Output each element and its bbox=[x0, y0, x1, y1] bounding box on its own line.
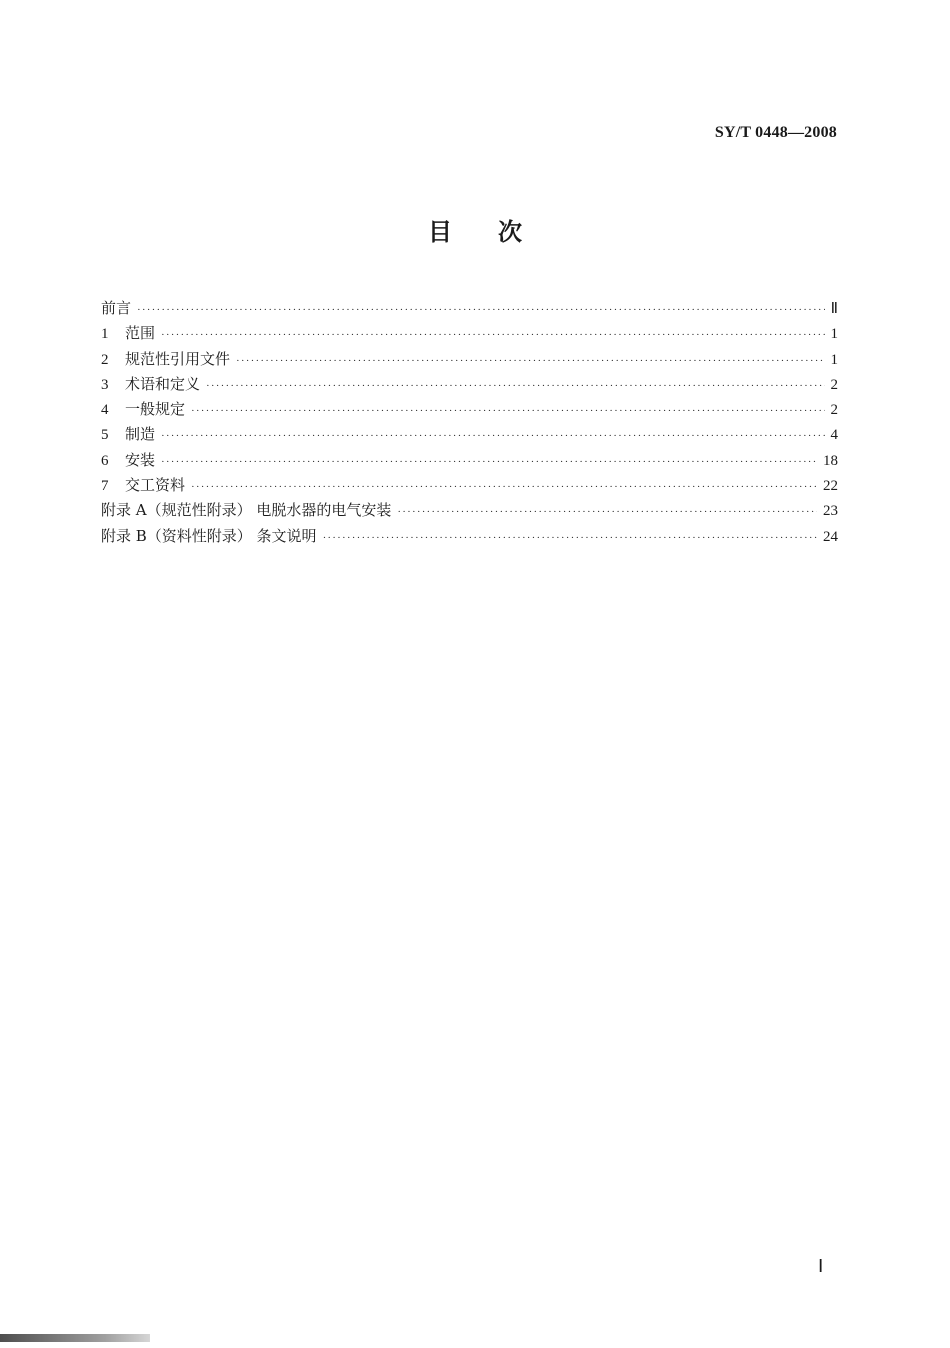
toc-entry-page: 4 bbox=[830, 427, 838, 444]
leader-dots bbox=[137, 298, 825, 323]
toc-entry-label: 制造 bbox=[125, 425, 156, 444]
toc-entry-page: 1 bbox=[830, 351, 838, 368]
toc-entry-label: 规范性引用文件 bbox=[125, 349, 231, 368]
leader-dots bbox=[236, 349, 824, 374]
toc-entry-number: 6 bbox=[101, 452, 109, 469]
leader-dots bbox=[161, 424, 824, 449]
toc-entry-appendix-a[interactable] bbox=[101, 498, 838, 523]
standard-code: SY/T 0448—2008 bbox=[714, 124, 837, 141]
toc-entry-5[interactable] bbox=[101, 422, 838, 447]
toc-entry-label: 术语和定义 bbox=[125, 374, 201, 393]
toc-entry-label: 安装 bbox=[125, 450, 156, 469]
toc-entry-page: 22 bbox=[823, 478, 838, 495]
toc-entry-page: 2 bbox=[830, 376, 838, 393]
page-number: Ⅰ bbox=[818, 1256, 824, 1276]
toc-entry-1[interactable] bbox=[101, 321, 838, 346]
toc-entry-label: 范围 bbox=[125, 324, 156, 343]
toc-entry-label: 附录 B（资料性附录） 条文说明 bbox=[101, 526, 317, 545]
page-title bbox=[0, 212, 950, 247]
toc-entry-label: 附录 A（规范性附录） 电脱水器的电气安装 bbox=[101, 501, 392, 520]
toc-entry-3[interactable] bbox=[101, 372, 838, 397]
toc-entry-2[interactable] bbox=[101, 347, 838, 372]
toc-entry-number: 7 bbox=[101, 478, 109, 495]
toc-entry-page: 18 bbox=[823, 452, 838, 469]
toc-entry-4[interactable] bbox=[101, 397, 838, 422]
toc-entry-label: 交工资料 bbox=[125, 476, 186, 495]
title-char-1: 目 bbox=[428, 218, 452, 246]
leader-dots bbox=[323, 526, 817, 551]
toc-entry-page: 23 bbox=[823, 503, 838, 520]
toc-entry-number: 1 bbox=[101, 326, 109, 343]
title-char-2: 次 bbox=[498, 218, 522, 246]
toc-entry-page: 2 bbox=[830, 402, 838, 419]
toc-entry-7[interactable] bbox=[101, 473, 838, 498]
toc-entry-foreword[interactable] bbox=[101, 296, 838, 321]
leader-dots bbox=[191, 475, 817, 500]
toc-entry-label: 前言 bbox=[101, 299, 132, 317]
scan-artifact-strip bbox=[0, 1334, 150, 1342]
toc-entry-page: 24 bbox=[823, 528, 838, 545]
leader-dots bbox=[206, 374, 824, 399]
toc-entry-number: 2 bbox=[101, 351, 109, 368]
toc-entry-number: 3 bbox=[101, 376, 109, 393]
toc-entry-number: 4 bbox=[101, 402, 109, 419]
toc-entry-6[interactable] bbox=[101, 448, 838, 473]
leader-dots bbox=[397, 500, 817, 525]
toc-entry-page: Ⅱ bbox=[830, 301, 838, 317]
leader-dots bbox=[161, 323, 824, 348]
leader-dots bbox=[191, 399, 824, 424]
toc-entry-label: 一般规定 bbox=[125, 400, 186, 419]
toc-entry-appendix-b[interactable] bbox=[101, 524, 838, 549]
toc-entry-number: 5 bbox=[101, 427, 109, 444]
leader-dots bbox=[161, 450, 817, 475]
toc-entry-page: 1 bbox=[830, 326, 838, 343]
table-of-contents bbox=[101, 296, 838, 549]
